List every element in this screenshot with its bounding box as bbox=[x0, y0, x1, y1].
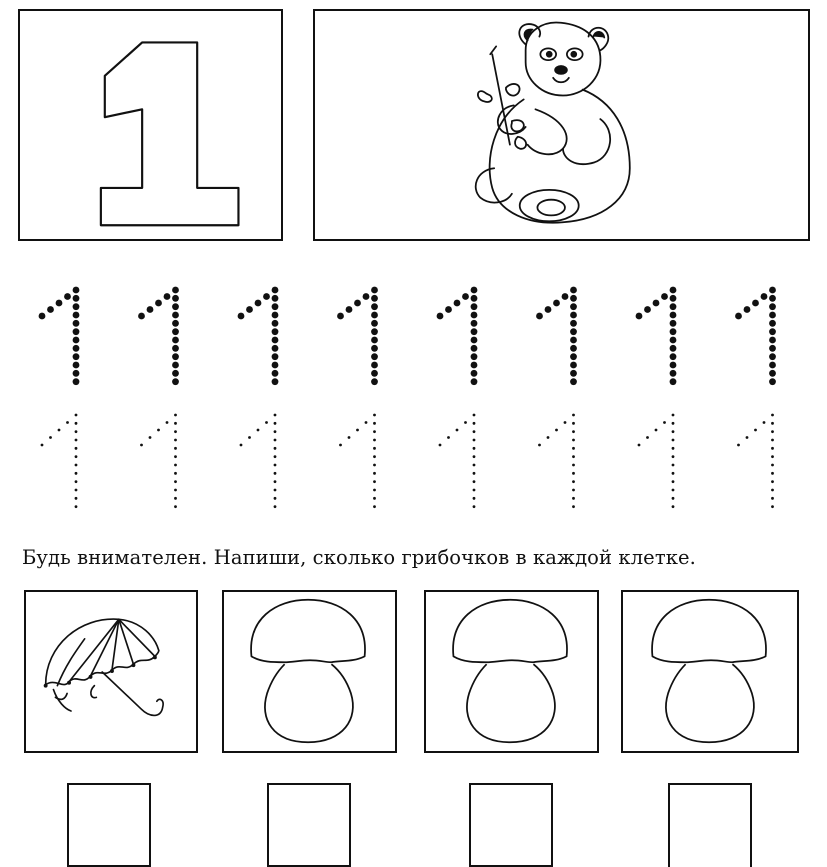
trace-digit-1-4[interactable] bbox=[337, 287, 378, 385]
trace-digit-1-1[interactable] bbox=[39, 287, 80, 385]
trace-digit-2-4[interactable] bbox=[339, 414, 376, 508]
answer-box-4[interactable] bbox=[668, 783, 752, 867]
trace-row-1 bbox=[39, 287, 776, 385]
trace-digit-1-6[interactable] bbox=[536, 287, 577, 385]
trace-digit-2-2[interactable] bbox=[140, 414, 177, 508]
trace-digit-1-8[interactable] bbox=[735, 287, 776, 385]
trace-digit-2-8[interactable] bbox=[737, 414, 774, 508]
picture-cell-3 bbox=[424, 590, 599, 753]
answer-box-1[interactable] bbox=[67, 783, 151, 867]
trace-digit-2-6[interactable] bbox=[538, 414, 575, 508]
trace-digit-1-5[interactable] bbox=[437, 287, 478, 385]
trace-digit-1-3[interactable] bbox=[238, 287, 279, 385]
picture-cell-2 bbox=[222, 590, 397, 753]
mushroom-icon bbox=[623, 592, 797, 751]
answer-box-2[interactable] bbox=[267, 783, 351, 867]
trace-digit-1-7[interactable] bbox=[636, 287, 677, 385]
trace-row-2 bbox=[41, 414, 774, 508]
trace-digit-2-1[interactable] bbox=[41, 414, 78, 508]
instruction-text: Будь внимателен. Напиши, сколько грибочков в каждой клетке. bbox=[22, 546, 696, 569]
umbrella-icon bbox=[26, 592, 196, 751]
trace-digit-2-7[interactable] bbox=[638, 414, 675, 508]
trace-digit-2-5[interactable] bbox=[439, 414, 476, 508]
trace-digit-2-3[interactable] bbox=[240, 414, 277, 508]
mushroom-icon bbox=[224, 592, 395, 751]
picture-cell-4 bbox=[621, 590, 799, 753]
mushroom-icon bbox=[426, 592, 597, 751]
picture-cell-1 bbox=[24, 590, 198, 753]
answer-box-3[interactable] bbox=[469, 783, 553, 867]
trace-digit-1-2[interactable] bbox=[138, 287, 179, 385]
